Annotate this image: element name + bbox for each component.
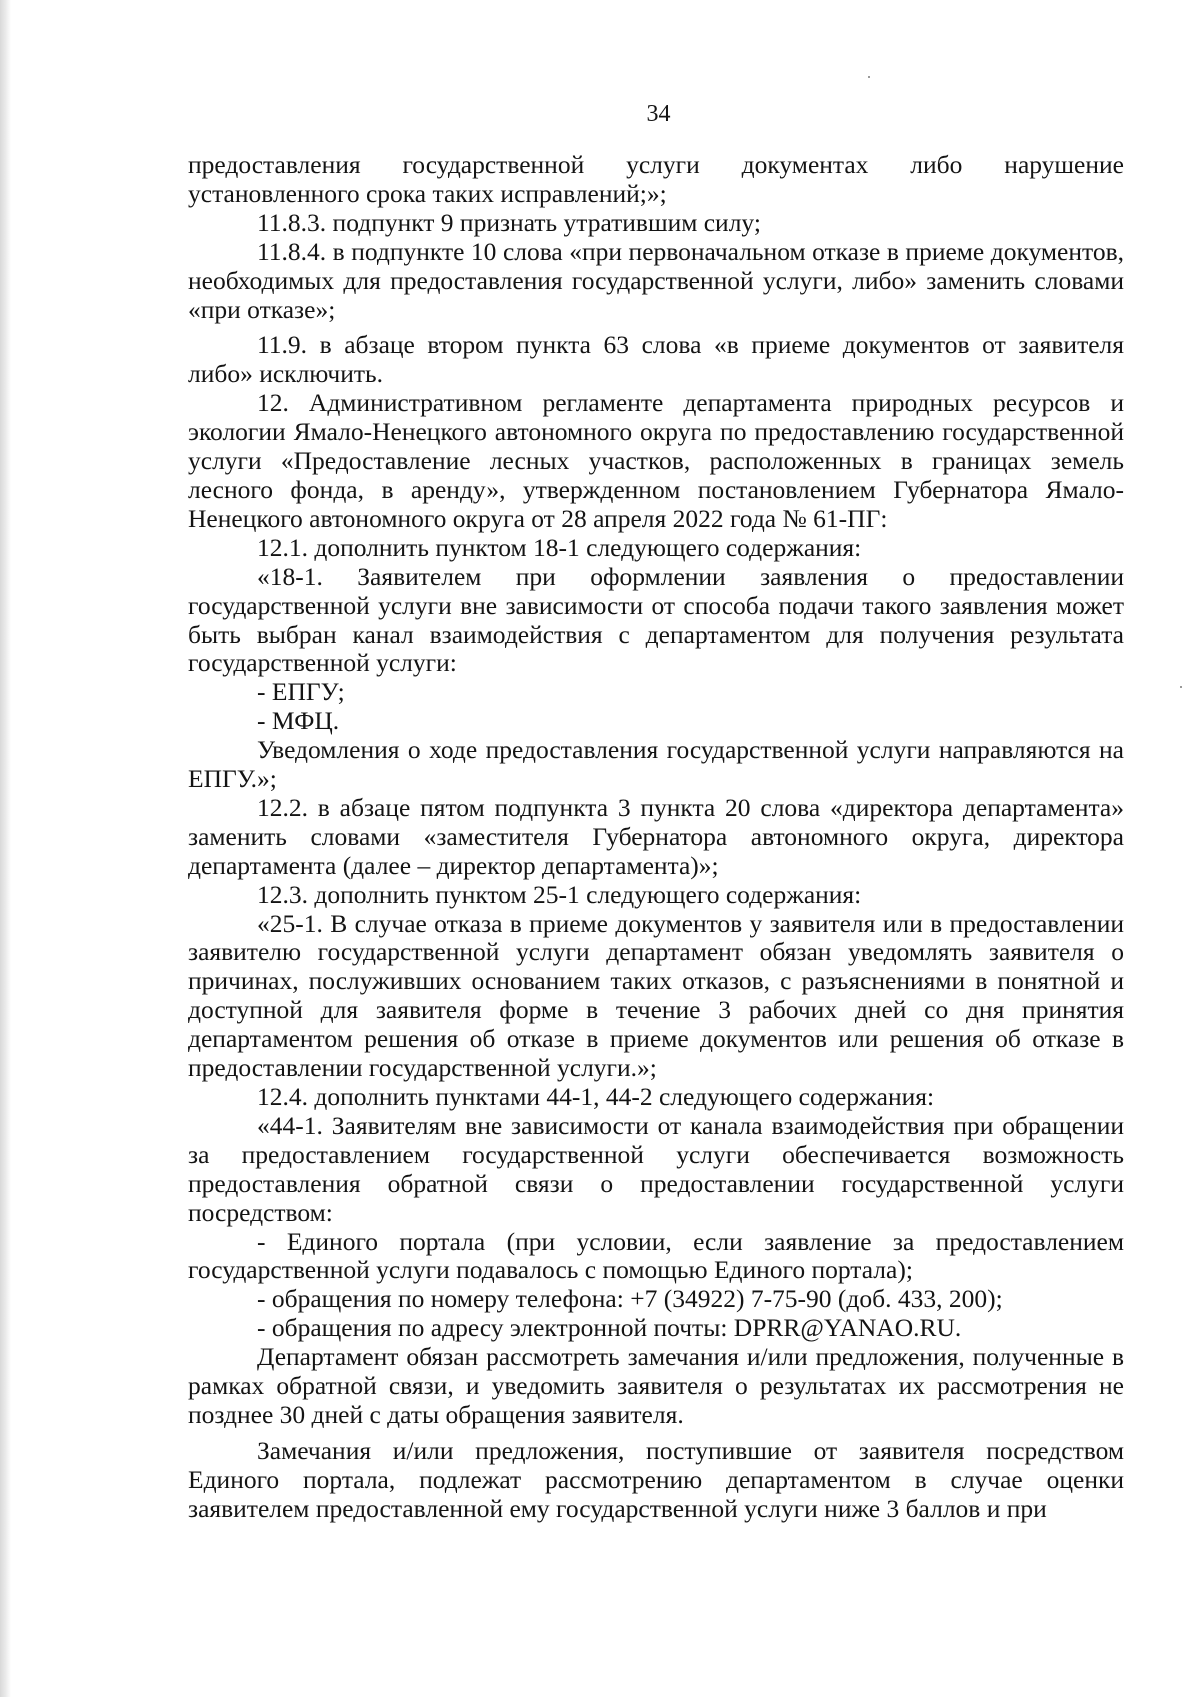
document-body [188,151,1124,1524]
paragraph-11-9: 11.9. в абзаце втором пункта 63 слова «в приеме документов от заявителя либо» исключить. [188,330,1124,389]
paragraph-25-1: «25-1. В случае отказа в приеме документов у заявителя или в предоставлении заявителю государственной услуги департамент обязан уведомлять заявителя о причинах, послуживших основанием таких отказов, с разъяснениями в понятной и доступной для заявителя форме в течение 3 рабочих дней со дня принятия департаментом решения об отказе в приеме документов или решения об отказе в предоставлении государственной услуги.»; [188,908,1124,1083]
paragraph-44-1: «44-1. Заявителям вне зависимости от канала взаимодействия при обращении за предоставлением государственной услуги обеспечивается возможность предоставления обратной связи о предоставлении государственной услуги посредством: [188,1110,1124,1227]
scan-left-edge [0,0,11,1697]
scan-speck [868,76,870,78]
paragraph-11-8-4: 11.8.4. в подпункте 10 слова «при первоначальном отказе в приеме документов, необходимых для предоставления государственной услуги, либо» заменить словами «при отказе»; [188,236,1124,324]
paragraph-12-2: 12.2. в абзаце пятом подпункта 3 пункта 20 слова «директора департамента» заменить словами «заместителя Губернатора автономного округа, директора департамента (далее – директор департамента)»; [188,792,1124,880]
paragraph-notifications: Уведомления о ходе предоставления государственной услуги направляются на ЕПГУ.»; [188,735,1124,794]
paragraph-continuation: предоставления государственной услуги документах либо нарушение установленного срока таких исправлений;»; [188,150,1124,208]
scan-speck [1180,686,1182,688]
paragraph-12-1: 12.1. дополнить пунктом 18-1 следующего содержания: [257,532,862,562]
paragraph-department-obliged: Департамент обязан рассмотреть замечания и/или предложения, полученные в рамках обратной связи, и уведомить заявителя о результатах их рассмотрения не позднее 30 дней с даты обращения заявителя. [188,1342,1124,1429]
page-number: 34 [646,101,671,127]
paragraph-11-8-3: 11.8.3. подпункт 9 признать утратившим силу; [257,207,761,237]
paragraph-18-1: «18-1. Заявителем при оформлении заявления о предоставлении государственной услуги вне зависимости от способа подачи такого заявления может быть выбран канал взаимодействия с департаментом для получения результата государственной услуги: [188,561,1124,678]
list-item-phone: - обращения по номеру телефона: +7 (34922) 7-75-90 (доб. 433, 200); [257,1284,1003,1314]
paragraph-12-4: 12.4. дополнить пунктами 44-1, 44-2 следующего содержания: [257,1082,935,1111]
paragraph-remarks: Замечания и/или предложения, поступившие от заявителя посредством Единого портала, подлежат рассмотрению департаментом в случае оценки заявителем предоставленной ему государственной услуги ниже 3 баллов и при [188,1435,1124,1523]
list-item-epgu: - ЕПГУ; [257,677,345,707]
paragraph-12: 12. Административном регламенте департамента природных ресурсов и экологии Ямало-Ненецкого автономного округа по предоставлению государственной услуги «Предоставление лесных участков, расположенных в границах земель лесного фонда, в аренду», утвержденном постановлением Губернатора Ямало-Ненецкого автономного округа от 28 апреля 2022 года № 61-ПГ: [188,388,1124,533]
paragraph-12-3: 12.3. дополнить пунктом 25-1 следующего содержания: [257,879,862,909]
list-item-unified-portal: - Единого портала (при условии, если заявление за предоставлением государственной услуги подавалось с помощью Единого портала); [188,1226,1124,1285]
list-item-email: - обращения по адресу электронной почты: DPRR@YANAO.RU. [257,1313,962,1343]
list-item-mfc: - МФЦ. [257,706,340,736]
